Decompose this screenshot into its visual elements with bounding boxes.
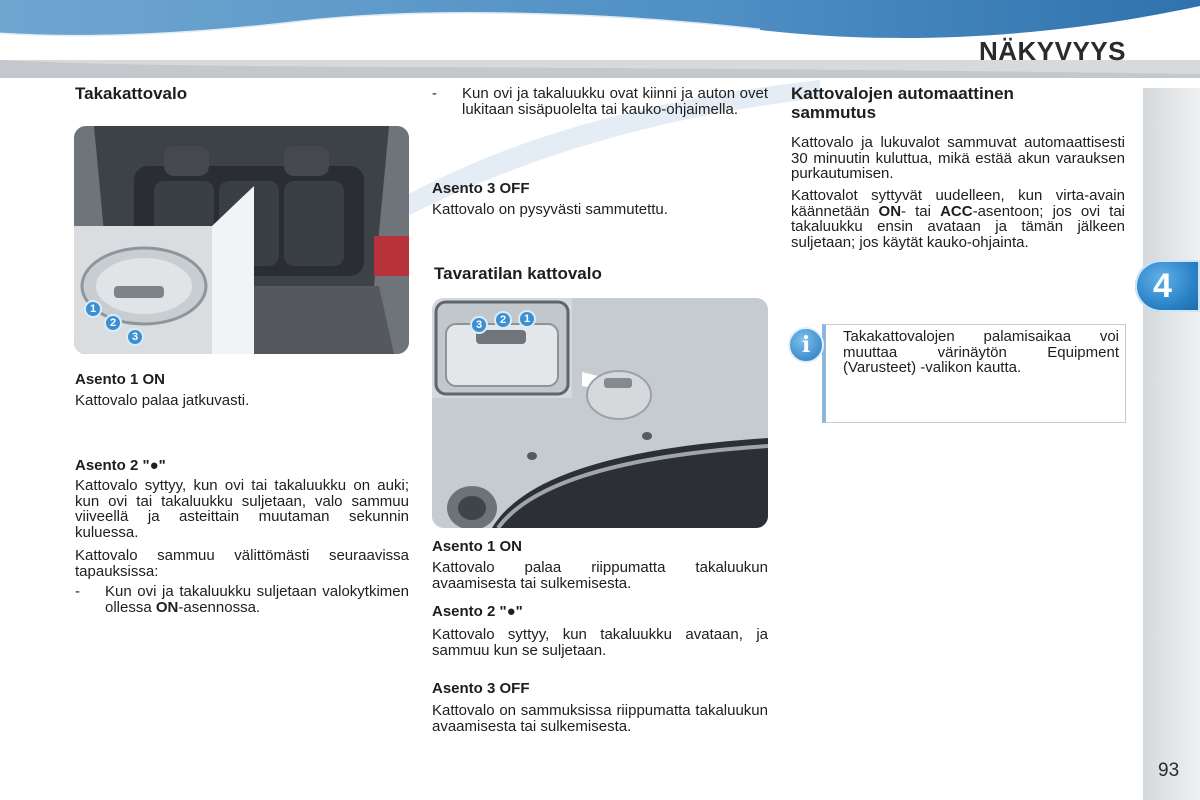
col2-pos2-text: Kattovalo syttyy, kun takaluukku avataan, ja sammuu kun se suljetaan. (432, 626, 768, 659)
col1-pos2-text2: Kattovalo sammuu välittömästi seuraavissa tapauksissa: (75, 547, 409, 580)
col2-pos3b-title: Asento 3 OFF (432, 680, 530, 697)
col2-pos1-title: Asento 1 ON (432, 538, 523, 555)
col1-pos2-title: Asento 2 "●" (75, 457, 166, 474)
col2-bullet-2: - Kun ovi ja takaluukku ovat kiinni ja auton ovet lukitaan sisäpuolelta tai kauko-ohjaimella. (432, 85, 768, 118)
bullet-dash: - (432, 85, 437, 102)
col1-pos2-text1: Kattovalo syttyy, kun ovi tai takaluukku on auki; kun ovi tai takaluukku suljetaan, valo sammuu viiveellä ja asteittain muutaman sekunnin kuluessa. (75, 477, 409, 541)
position-3-badge: 3 (126, 328, 144, 346)
info-box (822, 324, 1126, 423)
section-title: NÄKYVYYS (978, 36, 1126, 66)
position-2-badge: 2 (104, 314, 122, 332)
position-3-badge: 3 (470, 316, 488, 334)
position-1-badge: 1 (518, 310, 536, 328)
cargo-light-heading: Tavaratilan kattovalo (434, 264, 602, 283)
col1-pos1-text: Kattovalo palaa jatkuvasti. (75, 392, 250, 409)
col1-bullet-1: - Kun ovi ja takaluukku suljetaan valokytkimen ollessa ON-asennossa. (75, 583, 409, 616)
rear-ceiling-light-figure (74, 126, 409, 354)
info-text: Takakattovalojen palamisaikaa voi muuttaa värinäytön Equipment (Varusteet) -valikon kautta. (843, 328, 1119, 376)
info-icon: i (788, 327, 824, 363)
chapter-tab[interactable] (1135, 260, 1200, 312)
rear-light-heading: Takakattovalo (75, 84, 188, 103)
car-interior-illustration (74, 126, 409, 354)
cargo-ceiling-light-figure (432, 298, 768, 528)
auto-off-heading: Kattovalojen automaattinen sammutus (791, 84, 1014, 122)
col1-pos1-title: Asento 1 ON (75, 371, 166, 388)
position-2-badge: 2 (494, 311, 512, 329)
col2-pos3-text: Kattovalo on pysyvästi sammutettu. (432, 201, 668, 218)
col3-text2: Kattovalot syttyvät uudelleen, kun virta-avain käännetään ON- tai ACC-asentoon; jos ovi tai takaluukku ensin avataan ja tämän jälkeen suljetaan; jos käytät kauko-ohjainta. (791, 187, 1126, 251)
col3-text1: Kattovalo ja lukuvalot sammuvat automaattisesti 30 minuutin kuluttua, mikä estää akun varauksen purkautumisen. (791, 134, 1125, 182)
col2-pos1-text: Kattovalo palaa riippumatta takaluukun avaamisesta tai sulkemisesta. (432, 559, 768, 592)
chapter-number: 4 (1153, 266, 1172, 305)
position-1-badge: 1 (84, 300, 102, 318)
col2-pos3-title: Asento 3 OFF (432, 180, 530, 197)
col2-pos2-title: Asento 2 "●" (432, 603, 523, 620)
page-header (0, 0, 1200, 78)
bullet-dash: - (75, 583, 80, 600)
chapter-side-bar (1143, 88, 1200, 800)
col2-pos3b-text: Kattovalo on sammuksissa riippumatta takaluukun avaamisesta tai sulkemisesta. (432, 702, 768, 735)
page-number: 93 (1158, 760, 1180, 781)
